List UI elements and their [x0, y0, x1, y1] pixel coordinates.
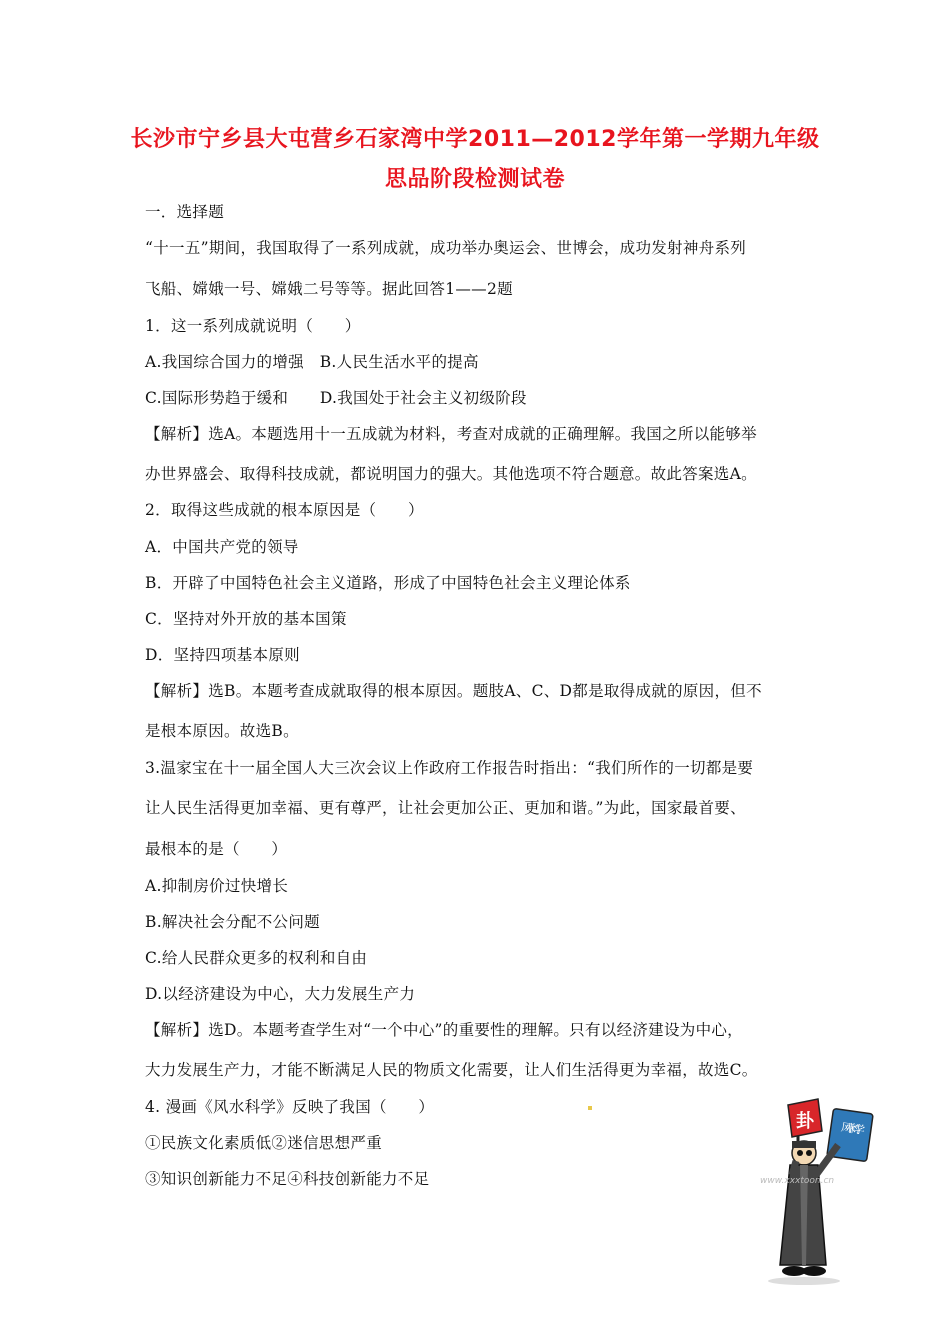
question-2: 2．取得这些成就的根本原因是（ ）: [145, 501, 424, 519]
option-line: B.解决社会分配不公问题: [145, 913, 320, 931]
analysis-line: 是根本原因。故选B。: [145, 722, 299, 740]
option-line: D．坚持四项基本原则: [145, 646, 300, 664]
book-text: 风水科学: [840, 1120, 866, 1137]
paragraph-line: 最根本的是（ ）: [145, 840, 288, 858]
analysis-line: 【解析】选B。本题考查成就取得的根本原因。题肢A、C、D都是取得成就的原因，但不: [145, 682, 762, 700]
option-line: A.抑制房价过快增长: [145, 877, 289, 895]
option-line: C.给人民群众更多的权利和自由: [145, 949, 368, 967]
analysis-line: 大力发展生产力，才能不断满足人民的物质文化需要，让人们生活得更为幸福，故选C。: [145, 1061, 758, 1079]
option-line: C．坚持对外开放的基本国策: [145, 610, 347, 628]
options-line: A.我国综合国力的增强 B.人民生活水平的提高: [145, 353, 479, 371]
paragraph-line: “十一五”期间，我国取得了一系列成就，成功举办奥运会、世博会，成功发射神舟系列: [145, 239, 747, 257]
section-heading: 一．选择题: [145, 203, 225, 221]
question-4: 4. 漫画《风水科学》反映了我国（ ）: [145, 1098, 435, 1116]
option-line: B．开辟了中国特色社会主义道路，形成了中国特色社会主义理论体系: [145, 574, 631, 592]
question-3: 3.温家宝在十一届全国人大三次会议上作政府工作报告时指出：“我们所作的一切都是要: [145, 759, 754, 777]
paragraph-line: 飞船、嫦娥一号、嫦娥二号等等。据此回答1——2题: [145, 280, 513, 298]
fengshui-cartoon-image: [760, 1095, 880, 1300]
decorative-dot: [588, 1106, 592, 1110]
analysis-line: 【解析】选D。本题考查学生对“一个中心”的重要性的理解。只有以经济建设为中心，: [145, 1021, 743, 1039]
option-line: ③知识创新能力不足④科技创新能力不足: [145, 1170, 430, 1188]
paragraph-line: 让人民生活得更加幸福、更有尊严，让社会更加公正、更加和谐。”为此，国家最首要、: [145, 799, 746, 817]
flag-text: 卦: [796, 1111, 814, 1132]
page-title-line1: 长沙市宁乡县大屯营乡石家湾中学2011—2012学年第一学期九年级: [130, 127, 820, 152]
analysis-line: 办世界盛会、取得科技成就，都说明国力的强大。其他选项不符合题意。故此答案选A。: [145, 465, 757, 483]
analysis-line: 【解析】选A。本题选用十一五成就为材料，考查对成就的正确理解。我国之所以能够举: [145, 425, 757, 443]
question-1: 1．这一系列成就说明（ ）: [145, 317, 361, 335]
options-line: C.国际形势趋于缓和 D.我国处于社会主义初级阶段: [145, 389, 527, 407]
option-line: ①民族文化素质低②迷信思想严重: [145, 1134, 383, 1152]
option-line: D.以经济建设为中心，大力发展生产力: [145, 985, 416, 1003]
watermark-text: www.xxxtoon.cn: [760, 1176, 835, 1186]
page-title-line2: 思品阶段检测试卷: [384, 167, 565, 192]
option-line: A．中国共产党的领导: [145, 538, 299, 556]
